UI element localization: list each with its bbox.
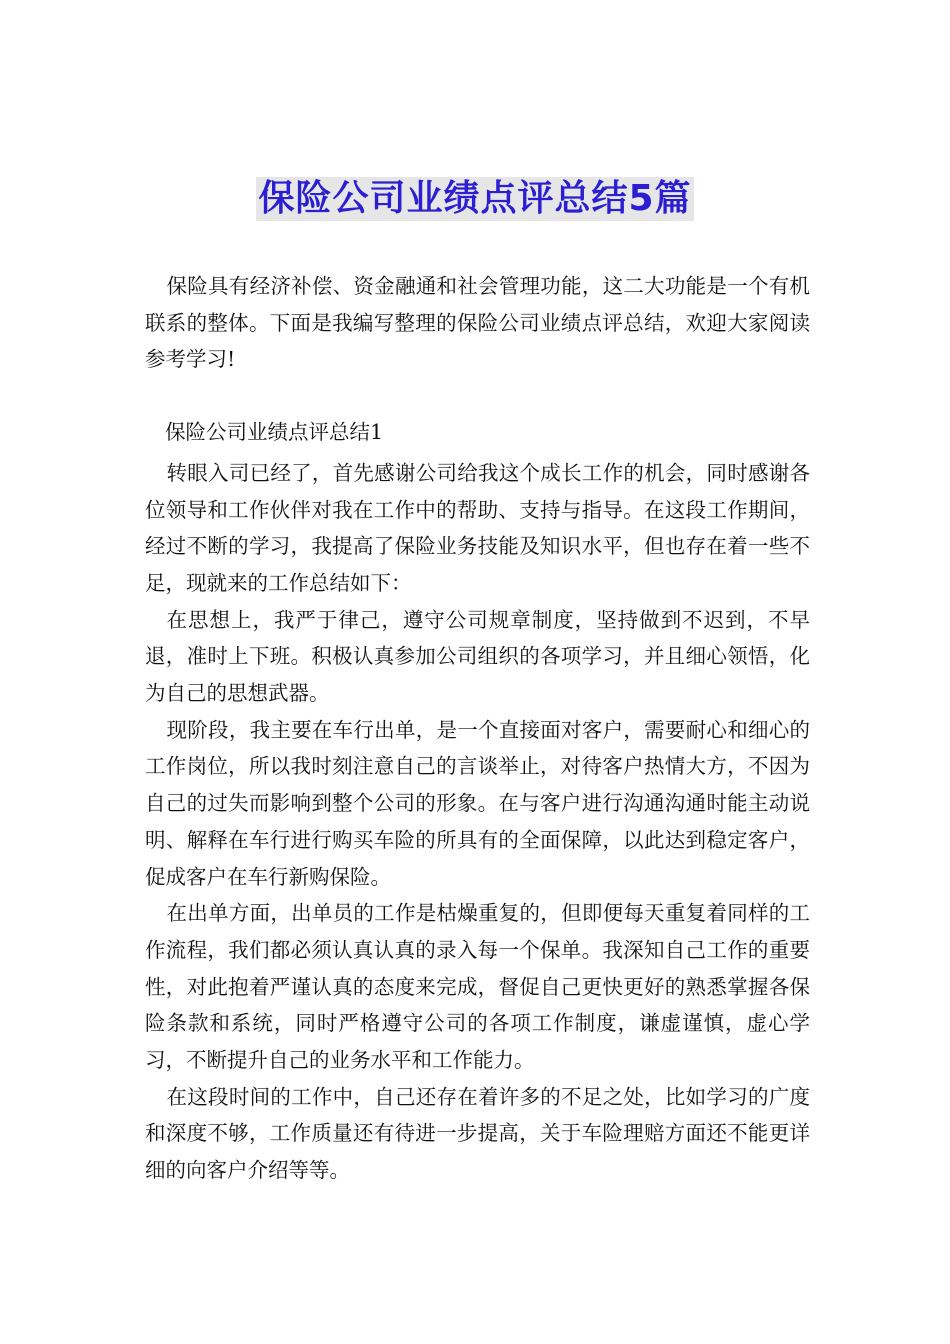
title-container [0,177,950,221]
intro-paragraph: 保险具有经济补偿、资金融通和社会管理功能，这二大功能是一个有机联系的整体。下面是我编写整理的保险公司业绩点评总结，欢迎大家阅读参考学习! [145,274,810,372]
body-paragraph-2: 在思想上，我严于律己，遵守公司规章制度，坚持做到不迟到，不早退，准时上下班。积极认真参加公司组织的各项学习，并且细心领悟，化为自己的思想武器。 [145,607,810,706]
body-paragraph-1: 转眼入司已经了，首先感谢公司给我这个成长工作的机会，同时感谢各位领导和工作伙伴对我在工作中的帮助、支持与指导。在这段工作期间，经过不断的学习，我提高了保险业务技能及知识水平，但也存在着一些不足，现就来的工作总结如下： [145,460,810,595]
body-paragraph-5: 在这段时间的工作中，自己还存在着许多的不足之处，比如学习的广度和深度不够，工作质量还有待进一步提高，关于车险理赔方面还不能更详细的向客户介绍等等。 [145,1084,810,1183]
body-paragraph-3: 现阶段，我主要在车行出单，是一个直接面对客户，需要耐心和细心的工作岗位，所以我时刻注意自己的言谈举止，对待客户热情大方，不因为自己的过失而影响到整个公司的形象。在与客户进行沟通沟通时能主动说明、解释在车行进行购买车险的所具有的全面保障，以此达到稳定客户，促成客户在车行新购保险。 [145,717,810,889]
document-body [145,268,810,1189]
section-spacer [145,378,810,414]
body-paragraph-4: 在出单方面，出单员的工作是枯燥重复的，但即便每天重复着同样的工作流程，我们都必须认真认真的录入每一个保单。我深知自己工作的重要性，对此抱着严谨认真的态度来完成，督促自己更快更好的熟悉掌握各保险条款和系统，同时严格遵守公司的各项工作制度，谦虚谨慎，虚心学习，不断提升自己的业务水平和工作能力。 [145,901,810,1073]
section-heading: 保险公司业绩点评总结1 [165,420,384,445]
document-title: 保险公司业绩点评总结5篇 [258,178,692,219]
